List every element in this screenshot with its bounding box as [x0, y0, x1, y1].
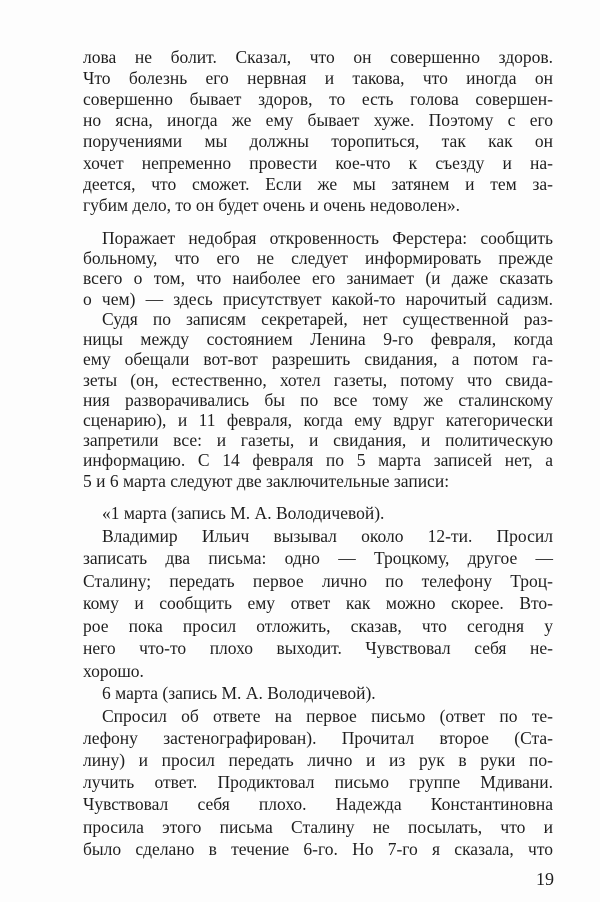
text-line: губим дело, то он будет очень и очень недоволен».	[83, 194, 461, 215]
page-number: 19	[536, 869, 554, 889]
text-line: ницы между состоянием Ленина 9-го февраля, когда	[83, 329, 553, 350]
text-line: него что-то плохо выходит. Чувствовал себя не-	[83, 638, 553, 658]
text-line: всего о том, что наиболее его занимает (и даже сказать	[83, 268, 553, 289]
text-line: зеты (он, естественно, хотел газеты, потому что свида-	[83, 369, 553, 390]
text-line: сценарию), и 11 февраля, когда ему вдруг категорически	[83, 410, 553, 430]
text-line: хорошо.	[83, 660, 144, 681]
text-line: Владимир Ильич вызывал около 12-ти. Просил	[102, 525, 553, 546]
text-line: Поражает недобрая откровенность Ферстера: сообщить	[102, 228, 553, 248]
text-line: записать два письма: одно — Троцкому, другое —	[83, 548, 553, 568]
text-line: ния разворачивались бы по все тому же сталинскому	[83, 389, 553, 410]
text-line: информацию. С 14 февраля по 5 марта записей нет, а	[83, 450, 553, 471]
text-line: но ясна, иногда же ему бывает хуже. Поэтому с его	[83, 110, 553, 131]
text-line: деется, что сможет. Если же мы затянем и тем за-	[83, 173, 553, 194]
text-line: запретили все: и газеты, и свидания, и политическую	[83, 430, 553, 451]
text-line: кому и сообщить ему ответ как можно скорее. Вто-	[83, 593, 553, 613]
text-line: совершенно бывает здоров, то есть голова совершен-	[83, 89, 553, 110]
text-line: рое пока просил отложить, сказав, что сегодня у	[83, 615, 553, 636]
text-line: хочет непременно провести кое-что к съезду и на-	[83, 152, 553, 173]
text-line: было сделано в течение 6-го. Но 7-го я сказала, что	[83, 838, 553, 859]
text-line: «1 марта (запись М. А. Володичевой).	[102, 503, 385, 523]
text-line: лучить ответ. Продиктовал письмо группе Мдивани.	[83, 772, 553, 793]
text-line: Судя по записям секретарей, нет существенной раз-	[102, 309, 553, 329]
text-line: Что болезнь его нервная и такова, что иногда он	[83, 68, 553, 89]
text-line: лину) и просил передать лично и из рук в руки по-	[83, 749, 553, 770]
text-line: о чем) — здесь присутствует какой-то нарочитый садизм.	[83, 288, 553, 309]
text-line: поручениями мы должны торопиться, так как он	[83, 131, 553, 152]
text-line: Сталину; передать первое лично по телефону Троц-	[83, 570, 553, 591]
text-line: 6 марта (запись М. А. Володичевой).	[102, 683, 376, 703]
text-line: ему обещали вот-вот разрешить свидания, а потом га-	[83, 349, 553, 370]
text-line: лефону застенографирован). Прочитал второе (Ста-	[83, 727, 553, 748]
text-line: больному, что его не следует информировать прежде	[83, 248, 553, 269]
text-line: Чувствовал себя плохо. Надежда Константиновна	[83, 794, 553, 815]
text-line: 5 и 6 марта следуют две заключительные записи:	[83, 470, 450, 491]
text-line: Спросил об ответе на первое письмо (ответ по те-	[102, 705, 553, 726]
text-line: просила этого письма Сталину не посылать, что и	[83, 816, 553, 837]
text-line: лова не болит. Сказал, что он совершенно здоров.	[83, 47, 553, 67]
